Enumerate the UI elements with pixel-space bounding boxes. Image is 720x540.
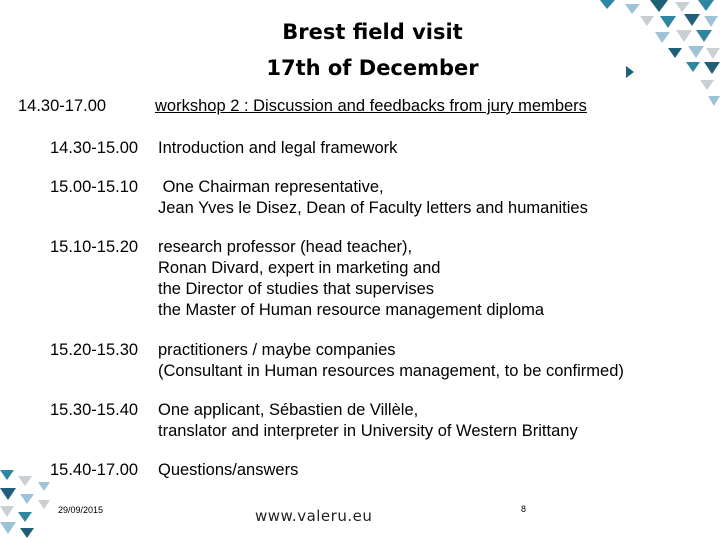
agenda-item-3-time: 15.10-15.20 (50, 238, 139, 256)
agenda-item-3-line-2: Ronan Divard, expert in marketing and (158, 259, 441, 277)
agenda-item-5-line-2: translator and interpreter in University of Western Brittany (158, 422, 578, 440)
agenda-item-2-line-2: Jean Yves le Disez, Dean of Faculty letters and humanities (158, 199, 588, 217)
agenda-item-6-line-1: Questions/answers (158, 461, 299, 479)
footer-url: www.valeru.eu (255, 507, 373, 525)
slide-title-line-2: 17th of December (266, 56, 479, 80)
page-number: 8 (521, 504, 527, 514)
footer-date: 29/09/2015 (58, 505, 104, 515)
agenda-item-3-line-3: the Director of studies that supervises (158, 280, 435, 298)
agenda-item-4-line-1: practitioners / maybe companies (158, 341, 396, 359)
main-time: 14.30-17.00 (18, 97, 107, 115)
main-description: workshop 2 : Discussion and feedbacks from jury members (155, 97, 587, 115)
agenda-item-5-line-1: One applicant, Sébastien de Villèle, (158, 401, 419, 419)
slide-title-line-1: Brest field visit (282, 20, 463, 44)
agenda-item-1-line-1: Introduction and legal framework (158, 139, 398, 157)
agenda-item-6-time: 15.40-17.00 (50, 461, 139, 479)
agenda-item-5-time: 15.30-15.40 (50, 401, 139, 419)
agenda-item-2-time: 15.00-15.10 (50, 178, 139, 196)
agenda-item-3-line-4: the Master of Human resource management diploma (158, 301, 545, 319)
agenda-item-3-line-1: research professor (head teacher), (158, 238, 413, 256)
agenda-item-2-line-1: One Chairman representative, (158, 178, 384, 196)
agenda-item-4-line-2: (Consultant in Human resources management, to be confirmed) (158, 362, 624, 380)
agenda-item-4-time: 15.20-15.30 (50, 341, 139, 359)
agenda-item-1-time: 14.30-15.00 (50, 139, 139, 157)
